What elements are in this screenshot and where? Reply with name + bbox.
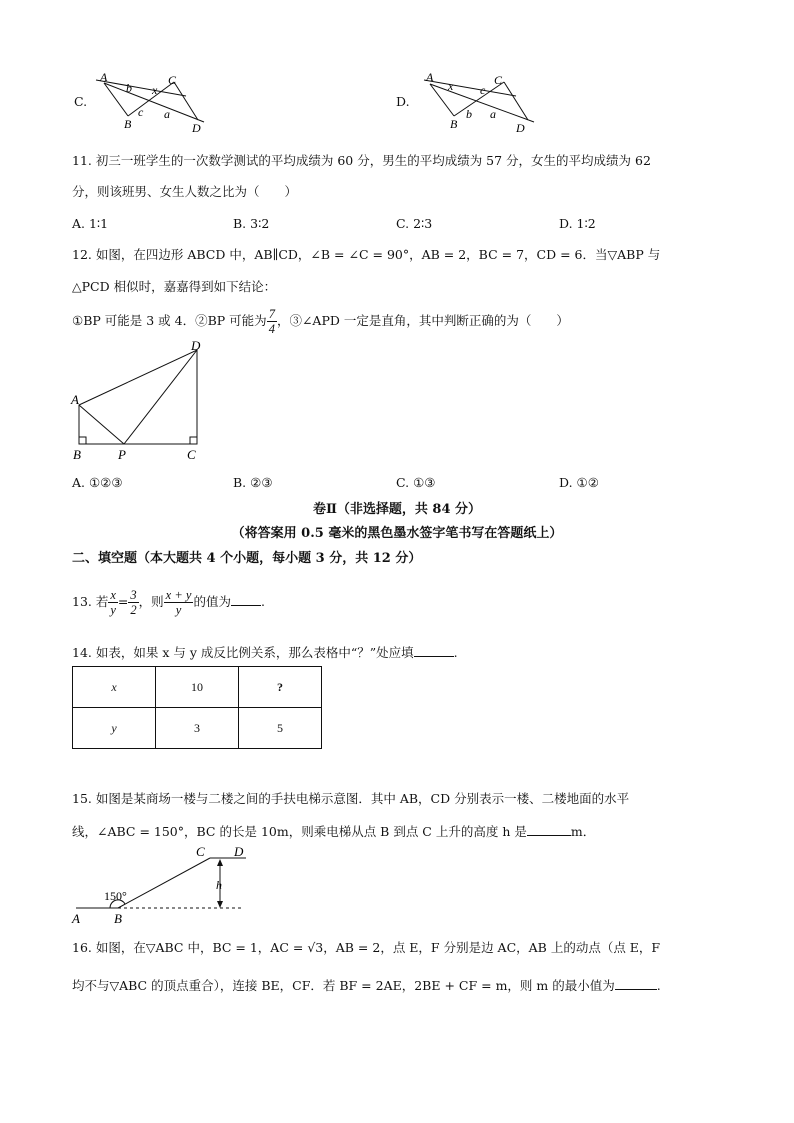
- q12-line3-a: ①BP 可能是 3 或 4．②BP 可能为: [72, 313, 267, 328]
- label-b: b: [126, 81, 132, 95]
- q12-option-a: A. ①②③: [72, 475, 123, 490]
- q13-f2-den: 2: [130, 603, 137, 617]
- q11-line2: 分，则该班男、女生人数之比为（ ）: [72, 184, 298, 199]
- q14-line: [72, 644, 458, 660]
- table-cell: x: [73, 667, 156, 708]
- q13-f1-num: x: [110, 588, 116, 602]
- q15-answer-blank[interactable]: [527, 823, 571, 836]
- q13-prefix: 13. 若: [72, 594, 109, 609]
- option-d-figure: [418, 68, 542, 136]
- fig-label-P: P: [118, 447, 126, 462]
- q14-text: 14. 如表，如果 x 与 y 成反比例关系，那么表格中“？”处应填: [72, 645, 414, 660]
- q13-fraction-32: [128, 588, 138, 617]
- table-cell: ?: [239, 667, 322, 708]
- table-row: [73, 708, 322, 749]
- q11-line1: 11. 初三一班学生的一次数学测试的平均成绩为 60 分，男生的平均成绩为 57 分，女生的平均成绩为 62: [72, 153, 651, 168]
- fig-label-C: C: [187, 447, 196, 462]
- table-cell: 5: [239, 708, 322, 749]
- q13-suffix: 的值为: [193, 594, 231, 609]
- q16-line2: [72, 977, 661, 993]
- label-c: c: [138, 105, 144, 119]
- q15-line2b: m．: [570, 824, 596, 839]
- q13-f2-num: 3: [130, 588, 137, 602]
- q12-frac-den: 4: [268, 322, 275, 336]
- label-a: a: [490, 107, 496, 121]
- q16-answer-blank[interactable]: [615, 977, 657, 990]
- q12-option-b: B. ②③: [233, 475, 273, 490]
- q14-end: .: [453, 645, 458, 660]
- fig-label-angle: 150°: [104, 889, 127, 903]
- q15-line2: [72, 823, 595, 839]
- label-D: D: [516, 121, 525, 135]
- label-D: D: [192, 121, 201, 135]
- label-A: A: [100, 70, 108, 84]
- fig-label-h: h: [216, 878, 222, 892]
- fig-label-D: D: [234, 844, 244, 859]
- label-x: x: [152, 83, 158, 97]
- option-c-figure: [92, 70, 212, 136]
- q16-line1: 16. 如图，在▽ABC 中，BC = 1，AC = √3，AB = 2，点 E，F 分别是边 AC，AB 上的动点（点 E，F: [72, 940, 661, 955]
- fig-label-A: A: [71, 392, 79, 407]
- q11-option-d: D. 1∶2: [559, 216, 596, 231]
- q13-eq: =: [117, 594, 129, 609]
- fig-label-B: B: [114, 911, 122, 926]
- option-d-label: D.: [396, 94, 410, 109]
- q13-f3-num: x + y: [165, 588, 192, 602]
- q12-option-c: C. ①③: [396, 475, 436, 490]
- q13-f3-den: y: [175, 603, 182, 617]
- label-C: C: [494, 73, 503, 87]
- option-c-label: C.: [74, 94, 88, 109]
- q12-option-d: D. ①②: [559, 475, 599, 490]
- q15-figure: [70, 844, 250, 926]
- q12-figure: [68, 338, 218, 464]
- table-row: [73, 667, 322, 708]
- label-c: c: [480, 83, 486, 97]
- q12-line3: [72, 303, 569, 339]
- label-B: B: [450, 117, 458, 131]
- label-A: A: [426, 70, 434, 84]
- q13-answer-blank[interactable]: [231, 593, 261, 606]
- label-C: C: [168, 73, 177, 87]
- q13-fraction-xy: [108, 588, 118, 617]
- q13-end: .: [260, 594, 265, 609]
- q12-frac-num: 7: [268, 307, 275, 321]
- q12-line2: △PCD 相似时，嘉嘉得到如下结论：: [72, 279, 277, 294]
- section-heading: 二、填空题（本大题共 4 个小题，每小题 3 分，共 12 分）: [72, 551, 422, 566]
- q12-line3-b: ，③∠APD 一定是直角，其中判断正确的为（ ）: [276, 313, 569, 328]
- q15-line1: 15. 如图是某商场一楼与二楼之间的手扶电梯示意图．其中 AB，CD 分别表示一楼、二楼地面的水平: [72, 791, 630, 806]
- section-title: 卷Ⅱ（非选择题，共 84 分）: [312, 502, 482, 517]
- q11-option-b: B. 3∶2: [233, 216, 270, 231]
- table-cell: 10: [156, 667, 239, 708]
- q11-option-a: A. 1∶1: [72, 216, 109, 231]
- label-b: b: [466, 107, 472, 121]
- q13-fraction-sum: [164, 588, 194, 617]
- q12-line1: 12. 如图，在四边形 ABCD 中，AB∥CD，∠B = ∠C = 90°，AB = 2，BC = 7，CD = 6．当▽ABP 与: [72, 247, 661, 262]
- label-x: x: [448, 79, 454, 93]
- label-B: B: [124, 117, 132, 131]
- table-cell: 3: [156, 708, 239, 749]
- q14-table: [72, 666, 322, 749]
- q13-mid: ，则: [138, 594, 164, 609]
- fig-label-D: D: [191, 338, 201, 353]
- q13-line: [72, 584, 265, 620]
- table-cell: y: [73, 708, 156, 749]
- q15-line2a: 线，∠ABC = 150°，BC 的长是 10m，则乘电梯从点 B 到点 C 上升的高度 h 是: [72, 824, 527, 839]
- label-a: a: [164, 107, 170, 121]
- q12-fraction: [267, 307, 277, 336]
- q14-answer-blank[interactable]: [414, 644, 454, 657]
- fig-label-A: A: [72, 911, 80, 926]
- fig-label-B: B: [73, 447, 81, 462]
- q16-line2b: .: [656, 978, 661, 993]
- section-note: （将答案用 0.5 毫米的黑色墨水签字笔书写在答题纸上）: [231, 526, 563, 541]
- q16-line2a: 均不与▽ABC 的顶点重合），连接 BE，CF．若 BF = 2AE，2BE + CF = m，则 m 的最小值为: [72, 978, 615, 993]
- fig-label-C: C: [196, 844, 205, 859]
- q11-option-c: C. 2∶3: [396, 216, 433, 231]
- q13-f1-den: y: [110, 603, 116, 617]
